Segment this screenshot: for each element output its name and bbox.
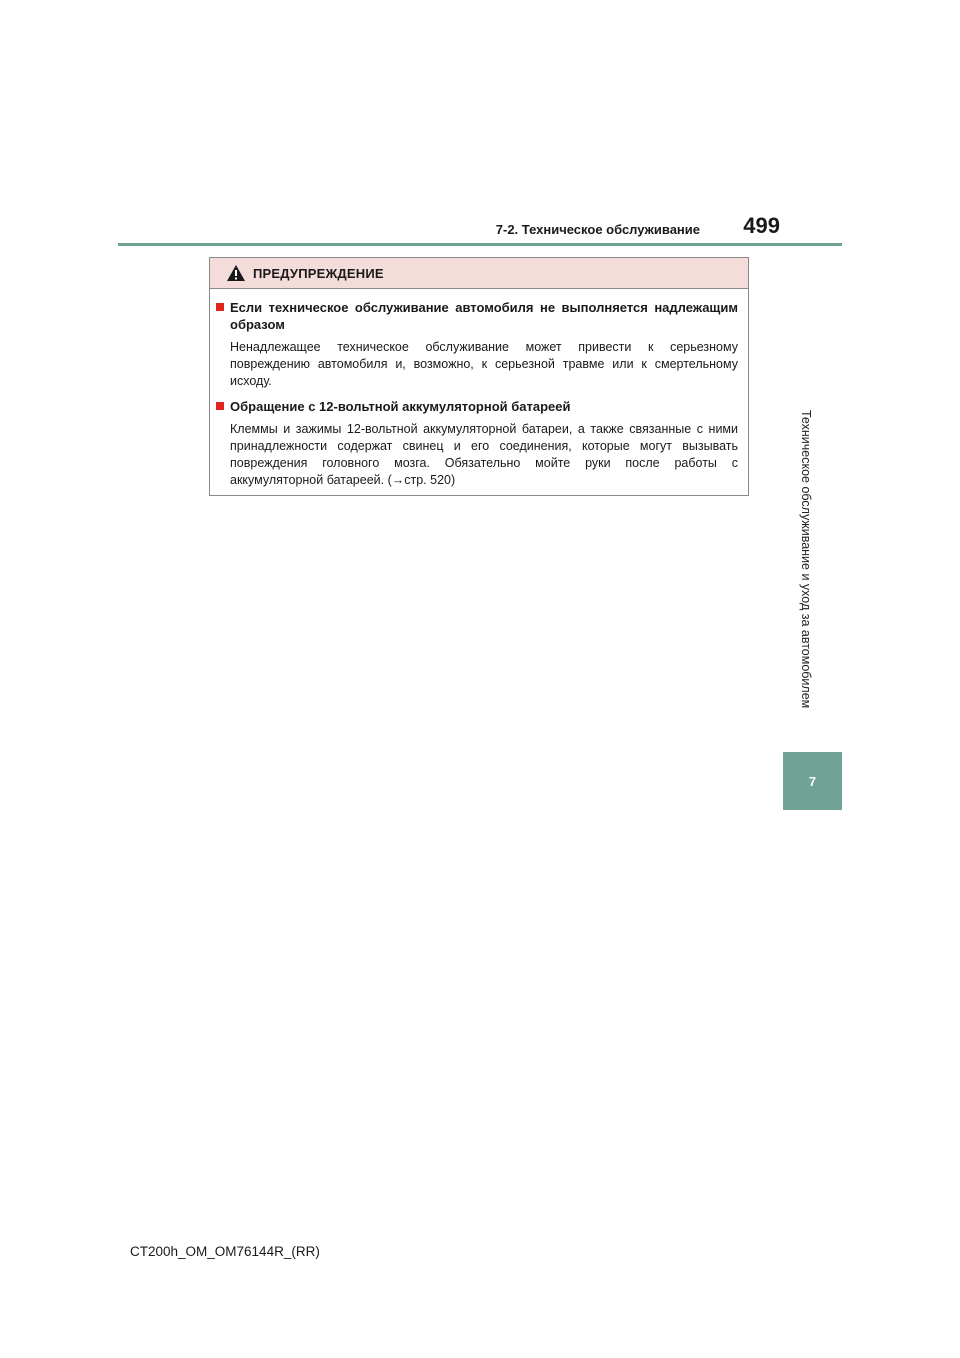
warning-box (209, 257, 749, 496)
warning-body (210, 289, 748, 489)
chapter-side-label: Техническое обслуживание и уход за автомобилем (799, 410, 813, 709)
section-heading-text: Обращение с 12-вольтной аккумуляторной батареей (230, 399, 571, 414)
section-title: 7-2. Техническое обслуживание (495, 222, 700, 237)
document-id: CT200h_OM_OM76144R_(RR) (130, 1244, 320, 1259)
warning-title: ПРЕДУПРЕЖДЕНИЕ (253, 265, 384, 281)
chapter-tab (783, 752, 842, 810)
chapter-number: 7 (808, 773, 817, 789)
section-body-maintenance: Ненадлежащее техническое обслуживание может привести к серьезному повреждению автомобиля и, возможно, к серьезной травме или к смертельному исходу. (230, 340, 738, 388)
red-square-bullet-icon (216, 402, 224, 410)
page-number: 499 (743, 213, 780, 238)
warning-header (210, 258, 748, 289)
section-body-battery: Клеммы и зажимы 12-вольтной аккумуляторной батареи, а также связанные с ними принадлежности содержат свинец и его соединения, которые могут вызывать повреждения головного мозга. Обязательно мойте руки после работы с аккумуляторной батареей. (→стр. 520) (230, 422, 738, 487)
section-heading-text: Если техническое обслуживание автомобиля не выполняется надлежащим образом (230, 300, 738, 332)
warning-triangle-icon (226, 264, 246, 282)
header-divider (118, 243, 842, 246)
section-heading-battery (216, 398, 738, 415)
red-square-bullet-icon (216, 303, 224, 311)
section-heading-maintenance (216, 299, 738, 333)
